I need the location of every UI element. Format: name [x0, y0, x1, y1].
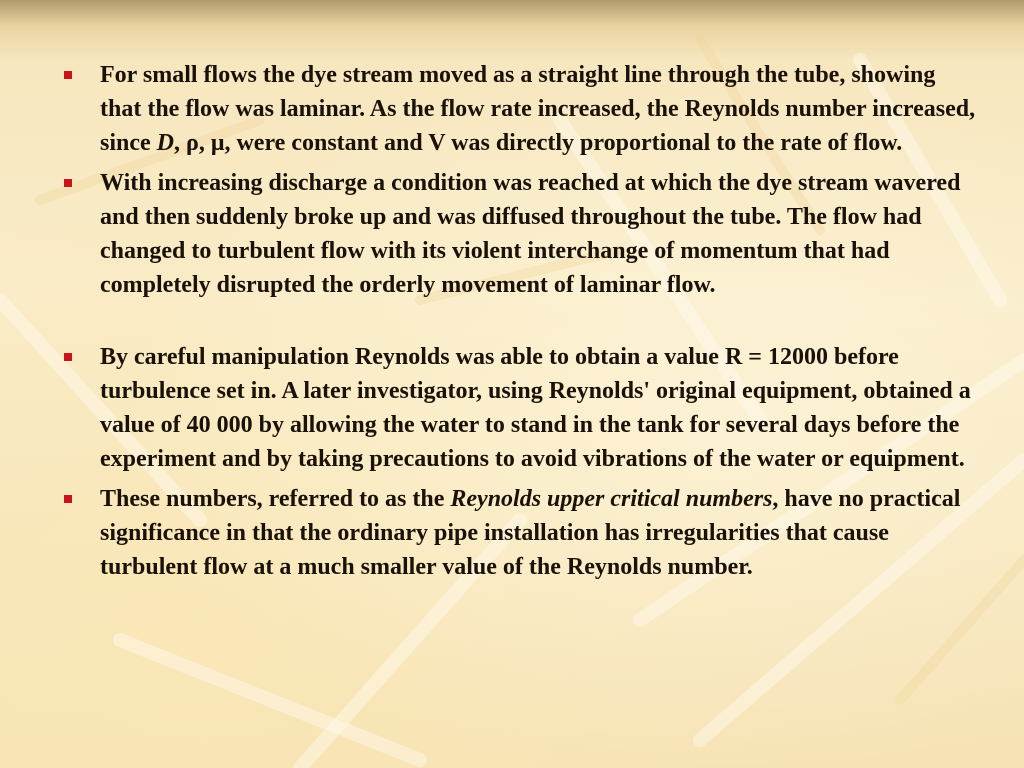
red-square-bullet-icon [64, 179, 72, 187]
bullet-laminar-flow [62, 58, 982, 160]
term-upper-critical-numbers: Reynolds upper critical numbers [450, 486, 773, 512]
bullet-turbulent-transition [62, 166, 982, 302]
red-square-bullet-icon [64, 71, 72, 79]
red-square-bullet-icon [64, 495, 72, 503]
bullet-text: With increasing discharge a condition was reached at which the dye stream wavered and then suddenly broke up and was diffused throughout the tube. The flow had changed to turbulent flow with its violent interchange of momentum that had completely disrupted the orderly movement of laminar flow. [100, 170, 961, 298]
bullet-upper-critical-numbers [62, 482, 982, 584]
diameter-symbol: D [156, 130, 175, 156]
bullet-text: By careful manipulation Reynolds was able to obtain a value R = 12000 before turbulence set in. A later investigator, using Reynolds' original equipment, obtained a value of 40 000 by allowing the water to stand in the tank for several days before the experiment and by taking precautions to avoid vibrations of the water or equipment. [100, 344, 971, 472]
bullet-text: These numbers, referred to as the Reynolds upper critical numbers, have no practical significance in that the ordinary pipe installation has irregularities that cause turbulent flow at a much smaller value of the Reynolds number. [100, 486, 961, 580]
bullet-critical-value [62, 340, 982, 476]
slide-content [62, 58, 982, 590]
bullet-text: For small flows the dye stream moved as a straight line through the tube, showing that the flow was laminar. As the flow rate increased, the Reynolds number increased, since D, ρ, μ, were constant and V was directly proportional to the rate of flow. [100, 62, 976, 156]
red-square-bullet-icon [64, 353, 72, 361]
